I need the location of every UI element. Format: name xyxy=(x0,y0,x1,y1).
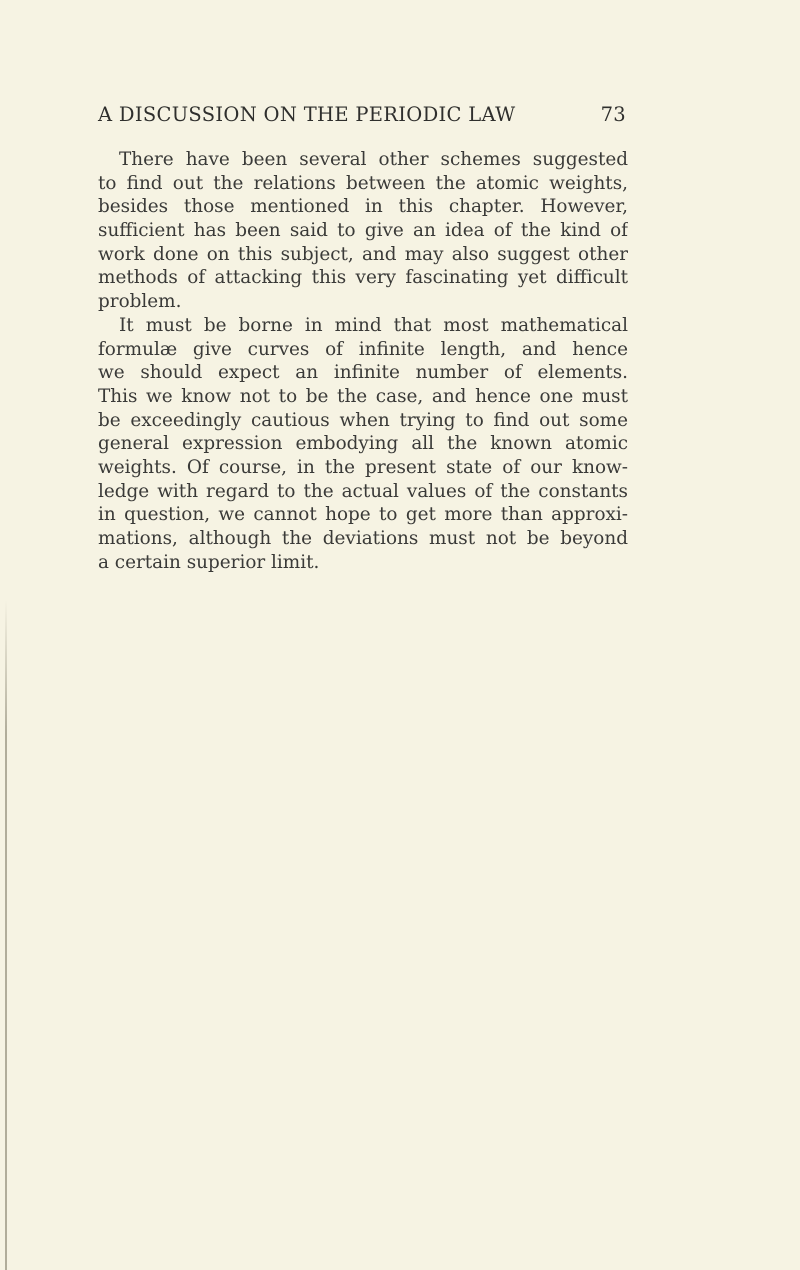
text-line: problem. xyxy=(98,291,182,313)
body-text xyxy=(98,148,628,574)
text-line: weights. Of course, in the present state of our know- xyxy=(98,456,628,478)
text-line: mations, although the deviations must not be beyond xyxy=(98,528,628,549)
text-line: besides those mentioned in this chapter. However, xyxy=(98,196,628,218)
text-line: work done on this subject, and may also suggest other xyxy=(98,243,628,265)
text-line: sufficient has been said to give an idea of the kind of xyxy=(98,220,628,242)
text-line: in question, we cannot hope to get more than approxi- xyxy=(98,504,628,526)
page-edge-shadow xyxy=(5,600,7,1270)
running-head-title: A DISCUSSION ON THE PERIODIC LAW xyxy=(98,103,516,126)
text-line: a certain superior limit. xyxy=(98,551,320,573)
text-line: we should expect an infinite number of elements. xyxy=(98,362,628,384)
text-line: general expression embodying all the known atomic xyxy=(98,433,628,455)
text-line: There have been several other schemes suggested xyxy=(119,149,628,170)
text-line: be exceedingly cautious when trying to find out some xyxy=(98,409,628,431)
paragraph xyxy=(98,148,628,314)
text-line: to find out the relations between the atomic weights, xyxy=(98,172,628,194)
page-number: 73 xyxy=(600,103,626,126)
text-line: formulæ give curves of infinite length, and hence xyxy=(98,338,628,360)
paragraph xyxy=(98,314,628,575)
text-line: It must be borne in mind that most mathematical xyxy=(119,314,628,336)
text-line: methods of attacking this very fascinating yet difficult xyxy=(98,267,628,289)
text-line: This we know not to be the case, and hence one must xyxy=(98,385,628,407)
text-line: ledge with regard to the actual values of the constants xyxy=(98,480,628,502)
running-head xyxy=(98,103,626,133)
